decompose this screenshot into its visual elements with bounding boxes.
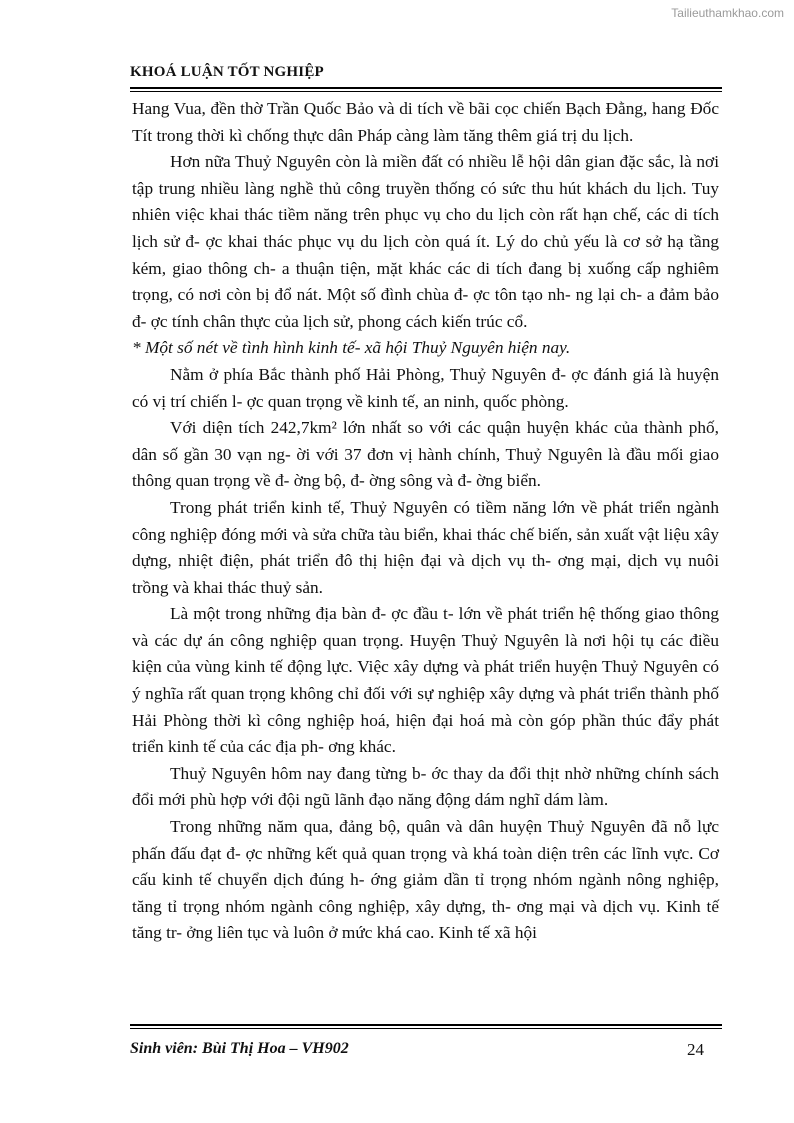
paragraph: Hang Vua, đền thờ Trần Quốc Bảo và di tích về bãi cọc chiến Bạch Đằng, hang Đốc Tít trong thời kì chống thực dân Pháp càng làm tăng thêm giá trị du lịch. — [132, 99, 719, 145]
section-heading: * Một số nét về tình hình kinh tế- xã hội Thuỷ Nguyên hiện nay. — [132, 338, 571, 358]
footer-rule — [130, 1024, 722, 1026]
page-number: 24 — [687, 1040, 704, 1059]
paragraph: Hơn nữa Thuỷ Nguyên còn là miền đất có nhiều lễ hội dân gian đặc sắc, là nơi tập trung nhiều làng nghề thủ công truyền thống có sức thu hút khách du lịch. Tuy nhiên việc khai thác tiềm năng trên phục vụ cho du lịch còn rất hạn chế, các di tích lịch sử đ- ợc khai thác phục vụ du lịch còn quá ít. Lý do chủ yếu là cơ sở hạ tầng kém, giao thông ch- a thuận tiện, mặt khác các di tích đang bị xuống cấp nghiêm trọng, có nơi còn bị đổ nát. Một số đình chùa đ- ợc tôn tạo nh- ng lại ch- a đảm bảo đ- ợc tính chân thực của lịch sử, phong cách kiến trúc cổ. — [132, 152, 719, 331]
footer-rule-thin — [130, 1028, 722, 1029]
body-text — [132, 96, 719, 947]
header-rule-thin — [130, 91, 722, 92]
paragraph: Trong những năm qua, đảng bộ, quân và dân huyện Thuỷ Nguyên đã nỗ lực phấn đấu đạt đ- ợc những kết quả quan trọng và khá toàn diện trên các lĩnh vực. Cơ cấu kinh tế chuyển dịch đúng h- ớng giảm dần tỉ trọng nhóm ngành nông nghiệp, tăng tỉ trọng nhóm ngành công nghiệp, xây dựng, th- ơng mại và dịch vụ. Kinh tế tăng tr- ởng liên tục và luôn ở mức khá cao. Kinh tế xã hội — [132, 817, 719, 943]
watermark: Tailieuthamkhao.com — [671, 6, 784, 20]
paragraph: Là một trong những địa bàn đ- ợc đầu t- lớn về phát triển hệ thống giao thông và các dự án công nghiệp quan trọng. Huyện Thuỷ Nguyên là nơi hội tụ các điều kiện của vùng kinh tế động lực. Việc xây dựng và phát triển huyện Thuỷ Nguyên có ý nghĩa rất quan trọng không chỉ đối với sự nghiệp xây dựng và phát triển thành phố Hải Phòng thời kì công nghiệp hoá, hiện đại hoá mà còn góp phần thúc đẩy phát triển kinh tế của các địa ph- ơng khác. — [132, 604, 719, 757]
footer-student-name: Sinh viên: Bùi Thị Hoa – VH902 — [130, 1040, 349, 1057]
paragraph: Với diện tích 242,7km² lớn nhất so với các quận huyện khác của thành phố, dân số gần 30 vạn ng- ời với 37 đơn vị hành chính, Thuỷ Nguyên là đầu mối giao thông quan trọng về đ- ờng bộ, đ- ờng sông và đ- ờng biển. — [132, 418, 719, 491]
paragraph: Nằm ở phía Bắc thành phố Hải Phòng, Thuỷ Nguyên đ- ợc đánh giá là huyện có vị trí chiến l- ợc quan trọng về kinh tế, an ninh, quốc phòng. — [132, 364, 719, 411]
paragraph: Trong phát triển kinh tế, Thuỷ Nguyên có tiềm năng lớn về phát triển ngành công nghiệp đóng mới và sửa chữa tàu biển, khai thác chế biến, sản xuất vật liệu xây dựng, nhiệt điện, phát triển đô thị hiện đại và dịch vụ th- ơng mại, dịch vụ nuôi trồng và khai thác thuỷ sản. — [132, 497, 719, 597]
paragraph: Thuỷ Nguyên hôm nay đang từng b- ớc thay da đổi thịt nhờ những chính sách đổi mới phù hợp với đội ngũ lãnh đạo năng động dám nghĩ dám làm. — [132, 763, 719, 810]
header-rule — [130, 87, 722, 89]
page-header-title: KHOÁ LUẬN TỐT NGHIỆP — [130, 64, 324, 80]
